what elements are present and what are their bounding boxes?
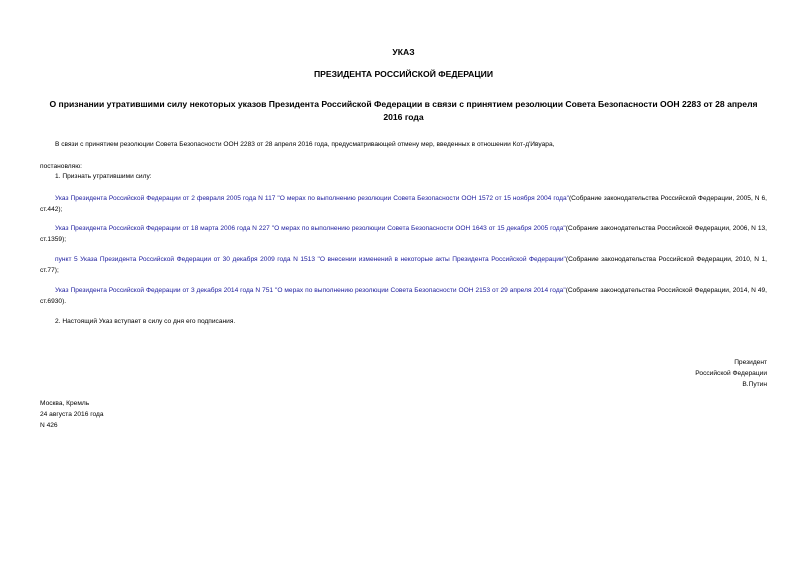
signature-country: Российской Федерации	[695, 370, 767, 377]
reference-link[interactable]: Указ Президента Российской Федерации от 3 декабря 2014 года N 751 "О мерах по выполнению резолюции Совета Безопасности ООН 2153 от 29 апреля 2014 года"	[55, 287, 566, 294]
signature-name: В.Путин	[742, 381, 767, 388]
document-title: УКАЗ	[392, 47, 415, 57]
signing-place: Москва, Кремль	[40, 400, 90, 407]
signing-date: 24 августа 2016 года	[40, 411, 104, 418]
reference-source: (Собрание законодательства Российской Федерации, 2014, N 49, ст.6930).	[40, 287, 767, 305]
document-issuer: ПРЕЗИДЕНТА РОССИЙСКОЙ ФЕДЕРАЦИИ	[313, 69, 494, 79]
reference-paragraph	[40, 286, 767, 307]
reference-link[interactable]: Указ Президента Российской Федерации от 18 марта 2006 года N 227 "О мерах по выполнению резолюции Совета Безопасности ООН 1643 от 15 декабря 2005 года"	[55, 225, 566, 232]
reference-link[interactable]: Указ Президента Российской Федерации от 2 февраля 2005 года N 117 "О мерах по выполнению резолюции Совета Безопасности ООН 1572 от 15 ноября 2004 года"	[55, 195, 569, 202]
signature-title: Президент	[734, 359, 767, 366]
document-subject: О признании утратившими силу некоторых указов Президента Российской Федерации в связи с принятием резолюции Совета Безопасности ООН 2283 от 28 апреля 2016 года	[49, 99, 758, 122]
item-1: 1. Признать утратившими силу:	[55, 173, 152, 180]
reference-paragraph	[40, 255, 767, 276]
reference-source: (Собрание законодательства Российской Федерации, 2006, N 13, ст.1359);	[40, 225, 767, 243]
reference-source: (Собрание законодательства Российской Федерации, 2005, N 6, ст.442);	[40, 195, 768, 213]
reference-paragraph	[40, 224, 767, 245]
item-2: 2. Настоящий Указ вступает в силу со дня его подписания.	[55, 318, 236, 325]
decree-number: N 426	[40, 422, 58, 429]
decree-word: постановляю:	[40, 163, 83, 170]
reference-source: (Собрание законодательства Российской Федерации, 2010, N 1, ст.77);	[40, 256, 768, 274]
intro-paragraph: В связи с принятием резолюции Совета Безопасности ООН 2283 от 28 апреля 2016 года, предусматривающей отмену мер, введенных в отношении Кот-д'Ивуара,	[55, 141, 555, 148]
reference-link[interactable]: пункт 5 Указа Президента Российской Федерации от 30 декабря 2009 года N 1513 "О внесении изменений в некоторые акты Президента Российской Федерации"	[55, 256, 566, 263]
reference-paragraph	[40, 194, 767, 215]
